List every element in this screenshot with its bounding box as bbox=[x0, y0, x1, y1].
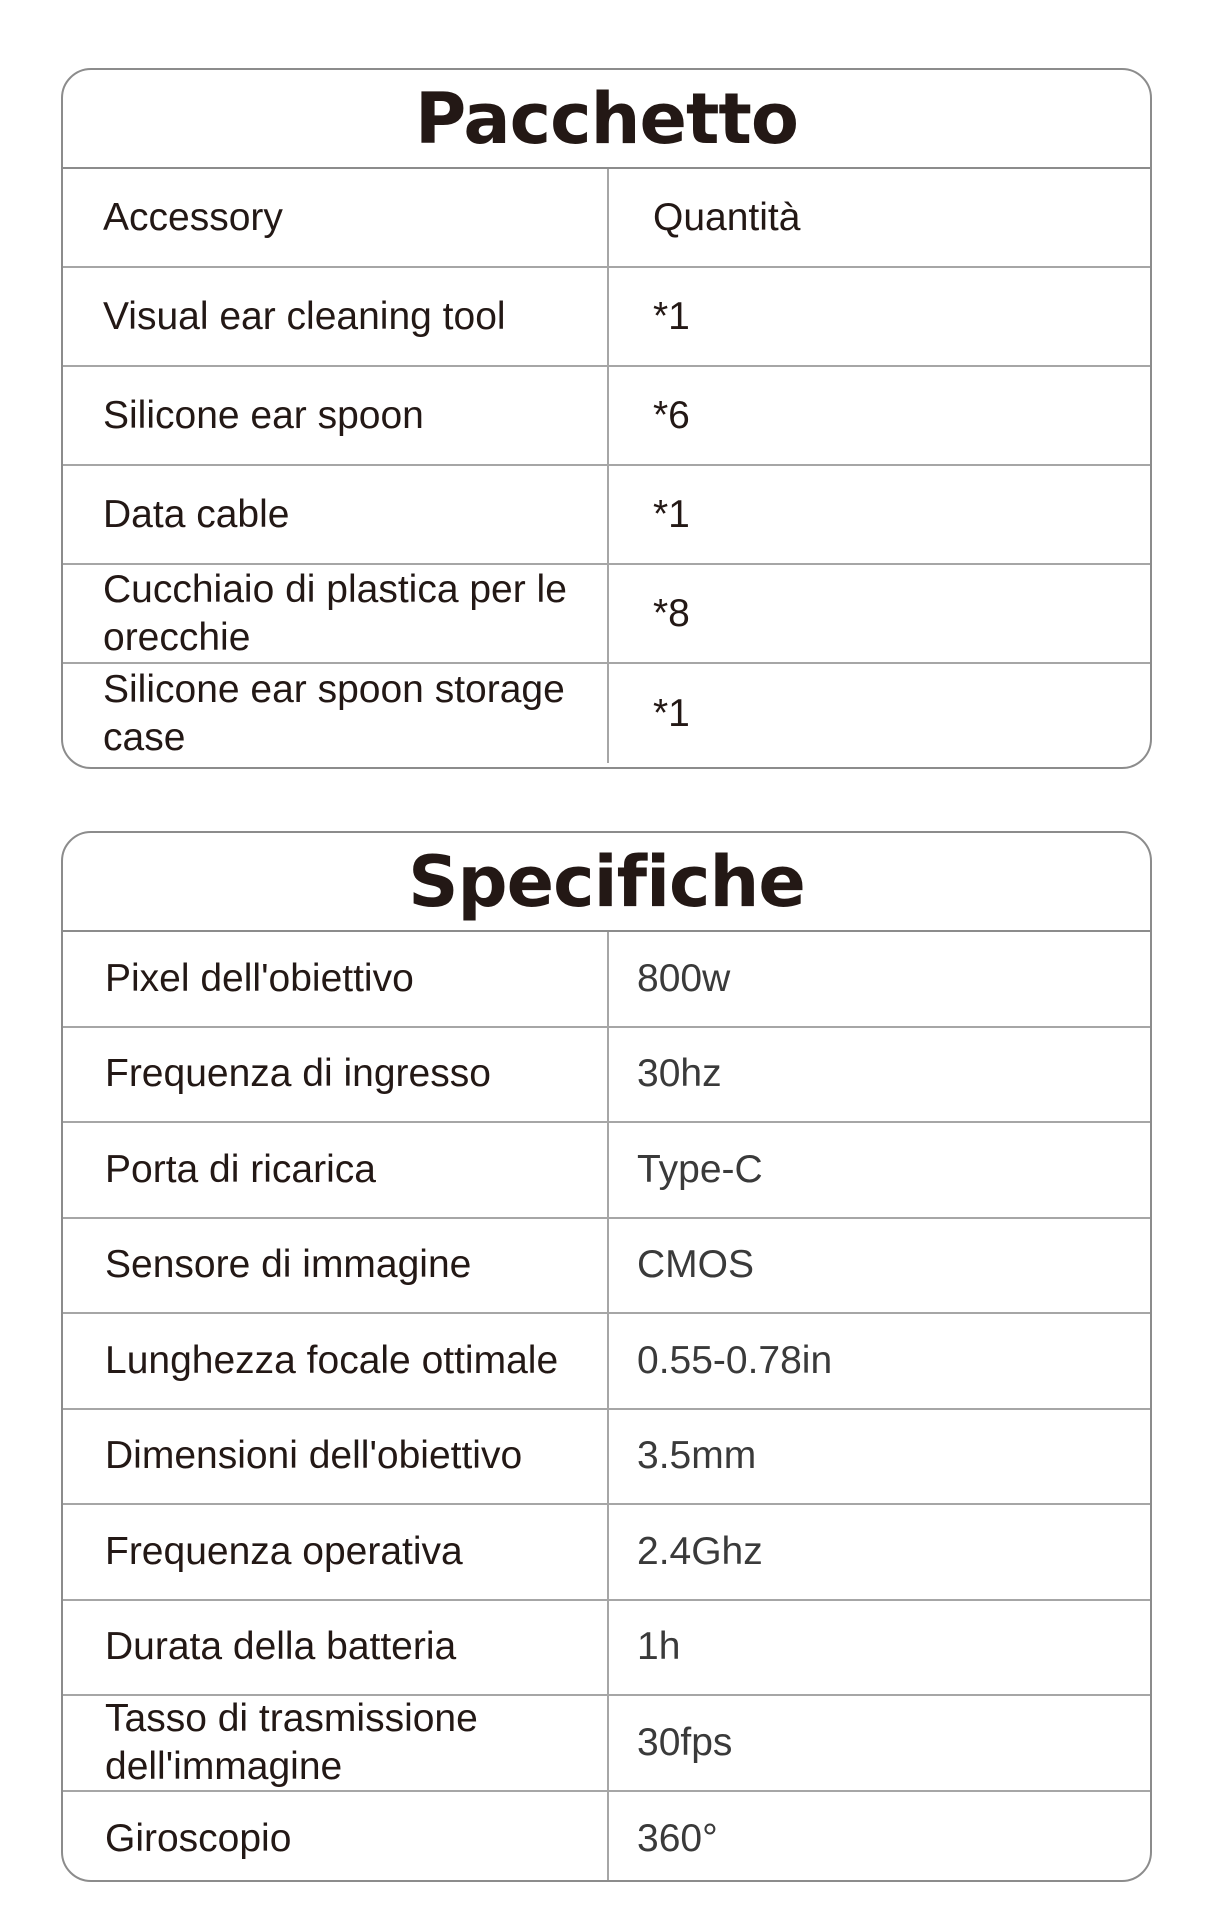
specs-table bbox=[63, 932, 1150, 1882]
spec-value: CMOS bbox=[637, 1243, 754, 1287]
spec-value: 2.4Ghz bbox=[637, 1529, 763, 1573]
column-header-accessory: Accessory bbox=[63, 169, 609, 266]
spec-label: Lunghezza focale ottimale bbox=[63, 1314, 609, 1408]
table-row bbox=[63, 1314, 1150, 1410]
spec-label: Sensore di immagine bbox=[63, 1219, 609, 1313]
accessory-name: Silicone ear spoon storage case bbox=[63, 664, 609, 763]
table-row bbox=[63, 367, 1150, 466]
spec-label: Frequenza di ingresso bbox=[63, 1028, 609, 1122]
accessory-quantity: *8 bbox=[653, 591, 690, 635]
table-row bbox=[63, 932, 1150, 1028]
package-table bbox=[63, 169, 1150, 763]
table-row bbox=[63, 268, 1150, 367]
table-row bbox=[63, 664, 1150, 763]
spec-value: Type-C bbox=[637, 1147, 763, 1191]
table-row bbox=[63, 1123, 1150, 1219]
table-row bbox=[63, 466, 1150, 565]
package-title: Pacchetto bbox=[63, 70, 1150, 169]
accessory-name: Cucchiaio di plastica per le orecchie bbox=[63, 565, 609, 662]
package-header-row bbox=[63, 169, 1150, 268]
table-row bbox=[63, 1028, 1150, 1124]
accessory-name: Visual ear cleaning tool bbox=[63, 268, 609, 365]
spec-label: Dimensioni dell'obiettivo bbox=[63, 1410, 609, 1504]
table-row bbox=[63, 1219, 1150, 1315]
table-row bbox=[63, 565, 1150, 664]
spec-value: 30hz bbox=[637, 1052, 722, 1096]
spec-label: Durata della batteria bbox=[63, 1601, 609, 1695]
spec-label: Giroscopio bbox=[63, 1792, 609, 1883]
specs-table-card bbox=[61, 831, 1152, 1882]
spec-value: 800w bbox=[637, 956, 731, 1000]
table-row bbox=[63, 1696, 1150, 1792]
specs-title: Specifiche bbox=[63, 833, 1150, 932]
accessory-name: Data cable bbox=[63, 466, 609, 563]
table-row bbox=[63, 1601, 1150, 1697]
column-header-quantity: Quantità bbox=[653, 195, 801, 239]
accessory-quantity: *6 bbox=[653, 393, 690, 437]
spec-value: 360° bbox=[637, 1817, 718, 1861]
accessory-quantity: *1 bbox=[653, 492, 690, 536]
spec-value: 1h bbox=[637, 1625, 681, 1669]
table-row bbox=[63, 1792, 1150, 1883]
spec-value: 3.5mm bbox=[637, 1434, 757, 1478]
spec-label: Porta di ricarica bbox=[63, 1123, 609, 1217]
accessory-quantity: *1 bbox=[653, 691, 690, 735]
spec-value: 30fps bbox=[637, 1720, 733, 1764]
table-row bbox=[63, 1410, 1150, 1506]
package-table-card bbox=[61, 68, 1152, 769]
spec-label: Pixel dell'obiettivo bbox=[63, 932, 609, 1026]
accessory-name: Silicone ear spoon bbox=[63, 367, 609, 464]
spec-value: 0.55-0.78in bbox=[637, 1338, 833, 1382]
spec-label: Frequenza operativa bbox=[63, 1505, 609, 1599]
table-row bbox=[63, 1505, 1150, 1601]
accessory-quantity: *1 bbox=[653, 294, 690, 338]
spec-label: Tasso di trasmissione dell'immagine bbox=[63, 1696, 609, 1790]
